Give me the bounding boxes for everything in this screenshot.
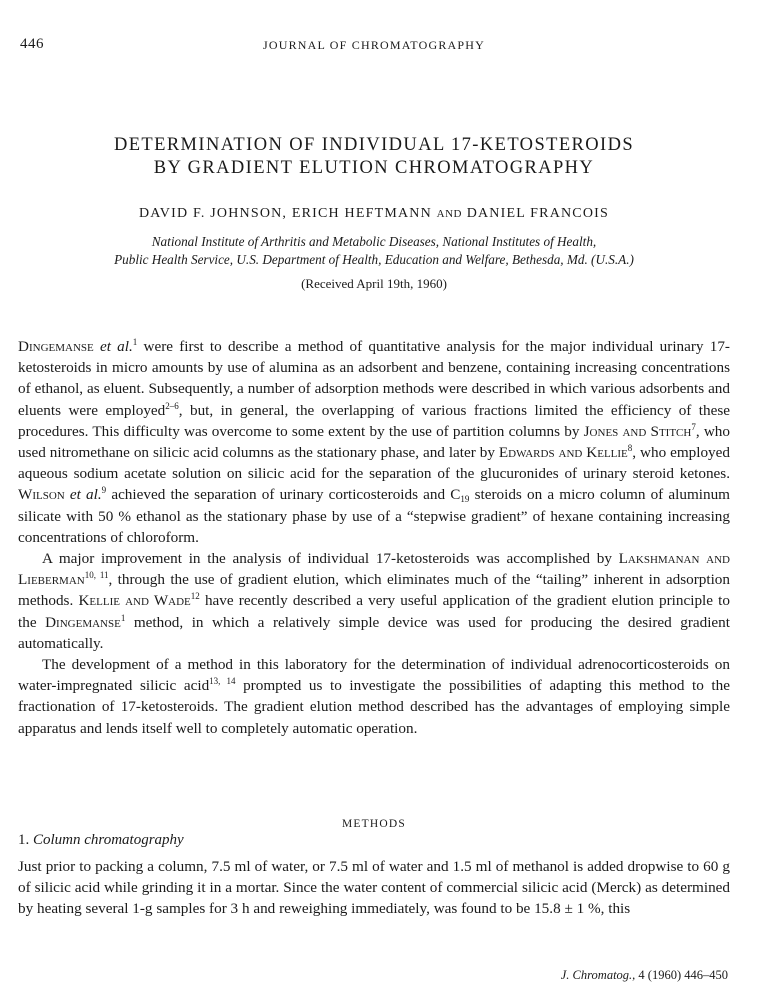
author-conjunction: AND bbox=[436, 208, 462, 220]
text-run: steroids on a micro column of aluminum silicate with 50 % ethanol as the stationary phase by use of a “stepwise gradient” of hexane containing increasing concentrations of chloroform. bbox=[18, 486, 730, 546]
affiliation-line-2: Public Health Service, U.S. Department of Health, Education and Welfare, Bethesda, Md. (U.S.A.) bbox=[114, 252, 634, 267]
reference-mark: 1 bbox=[132, 337, 138, 347]
author-citation: Wilson bbox=[18, 486, 65, 504]
text-run: method, in which a relatively simple device was used for producing the desired gradient automatically. bbox=[18, 613, 730, 652]
paper-page bbox=[18, 0, 730, 1008]
paragraph-3 bbox=[18, 654, 730, 739]
volume-pages: 4 (1960) 446–450 bbox=[635, 968, 728, 982]
author-1: DAVID F. JOHNSON, bbox=[138, 206, 288, 221]
text-run: , through the use of gradient elution, which eliminates much of the “tailing” inherent in adsorption methods. bbox=[18, 571, 730, 610]
text-run: were first to describe a method of quantitative analysis for the major individual urinary 17-ketosteroids in micro amounts by use of alumina as an adsorbent and benzene, containing increasing concentrations of ethanol, as eluent. Subsequently, a number of adsorption methods were described in which various adsorbents and eluents were employed bbox=[18, 338, 730, 419]
text-run: , who employed aqueous sodium acetate solution on silicic acid for the separation of the glucuronides of urinary steroid ketones. bbox=[18, 444, 730, 483]
reference-mark: 10, 11 bbox=[84, 570, 109, 581]
reference-mark: 12 bbox=[190, 591, 200, 602]
reference-mark: 2–6 bbox=[165, 400, 179, 411]
author-citation: Dingemanse bbox=[45, 613, 121, 631]
author-citation: Kellie and Wade bbox=[78, 592, 191, 610]
author-3: DANIEL FRANCOIS bbox=[466, 206, 610, 221]
reference-mark: 7 bbox=[691, 421, 696, 432]
author-2: ERICH HEFTMANN bbox=[291, 206, 432, 221]
subsection-title: Column chromatography bbox=[33, 832, 184, 848]
journal-abbreviation: J. Chromatog., bbox=[560, 968, 636, 982]
paragraph-2 bbox=[18, 548, 730, 654]
reference-mark: 8 bbox=[627, 443, 633, 454]
text-run: , who used nitromethane on silicic acid columns as the stationary phase, and later by bbox=[18, 422, 730, 462]
reference-mark: 13, 14 bbox=[209, 676, 236, 687]
author-citation: Lakshmanan and Lieberman bbox=[18, 550, 730, 589]
introduction-text bbox=[18, 336, 730, 739]
affiliation-line-1: National Institute of Arthritis and Metabolic Diseases, National Institutes of Health, bbox=[151, 234, 597, 249]
title-line-2: BY GRADIENT ELUTION CHROMATOGRAPHY bbox=[153, 158, 595, 178]
footer-citation bbox=[561, 968, 728, 983]
received-date: (Received April 19th, 1960) bbox=[301, 276, 447, 291]
journal-name: JOURNAL OF CHROMATOGRAPHY bbox=[262, 38, 486, 52]
text-run: have recently described a very useful application of the gradient elution principle to the bbox=[18, 592, 730, 631]
reference-mark: 9 bbox=[101, 485, 107, 496]
subsection-heading bbox=[18, 832, 184, 849]
text-run: achieved the separation of urinary corticosteroids and C bbox=[106, 486, 461, 504]
text-run: , but, in general, the overlapping of various fractions limited the efficiency of these procedures. This difficulty was overcome to some extent by the use of partition columns by bbox=[18, 401, 730, 440]
text-run: The development of a method in this laboratory for the determination of individual adrenocorticosteroids on water-impregnated silicic acid bbox=[18, 656, 730, 695]
affiliation bbox=[18, 233, 730, 269]
subscript: 19 bbox=[460, 494, 470, 505]
author-citation: Edwards and Kellie bbox=[498, 444, 628, 462]
author-citation: Dingemanse bbox=[18, 338, 94, 355]
text-run: prompted us to investigate the possibilities of adapting this method to the fractionation of 17-ketosteroids. The gradient elution method described has the advantages of employing simple apparatus and lends itself well to completely automatic operation. bbox=[18, 677, 730, 737]
reference-mark: 1 bbox=[120, 612, 126, 623]
methods-paragraph: Just prior to packing a column, 7.5 ml of water, or 7.5 ml of water and 1.5 ml of methanol is added dropwise to 60 g of silicic acid while grinding it in a mortar. Since the water content of commercial silicic acid (Merck) as determined by heating several 1-g samples for 3 h and reweighing immediately, was found to be 15.8 ± 1 %, this bbox=[18, 858, 730, 918]
running-head bbox=[18, 36, 730, 56]
title-line-1: DETERMINATION OF INDIVIDUAL 17-KETOSTEROIDS bbox=[113, 135, 635, 155]
author-list bbox=[18, 206, 730, 222]
section-heading-methods: METHODS bbox=[342, 818, 406, 830]
text-run: A major improvement in the analysis of individual 17-ketosteroids was accomplished by bbox=[42, 550, 619, 568]
page-number: 446 bbox=[20, 36, 44, 52]
article-title bbox=[18, 134, 730, 180]
et-al: et al. bbox=[99, 338, 133, 355]
paragraph-1 bbox=[18, 336, 730, 548]
subsection-number: 1. bbox=[18, 832, 30, 848]
methods-text bbox=[18, 856, 730, 920]
et-al: et al. bbox=[69, 486, 102, 504]
author-citation: Jones and Stitch bbox=[583, 422, 692, 440]
